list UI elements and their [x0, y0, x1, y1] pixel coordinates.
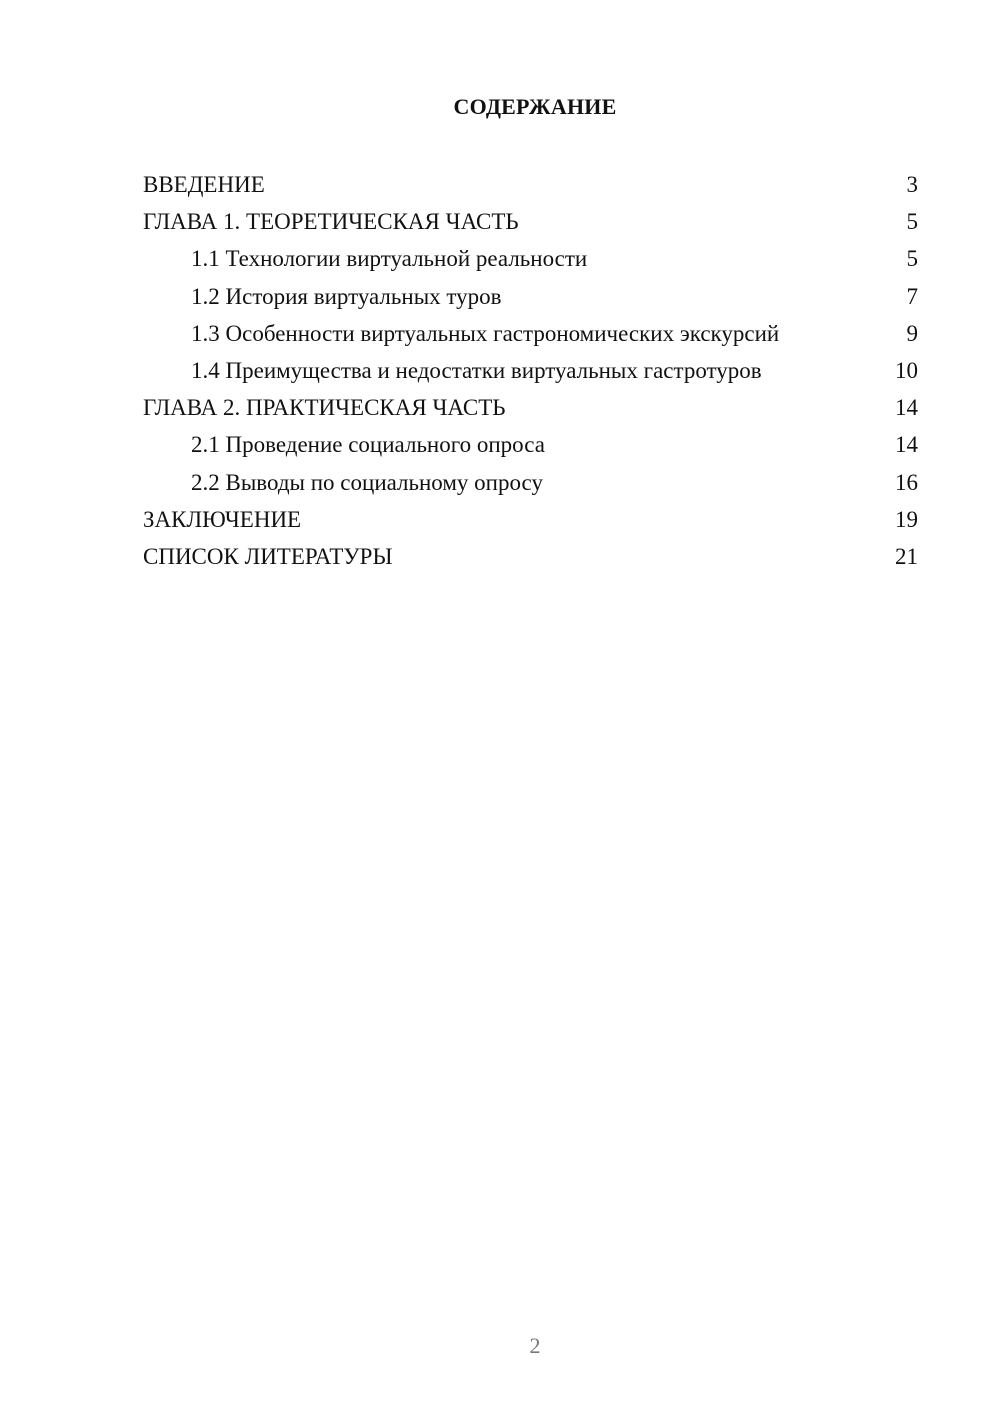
- toc-entry-page: 10: [895, 357, 918, 383]
- toc-entry-label: 2.1 Проведение социального опроса: [191, 432, 545, 458]
- toc-entry-label: СПИСОК ЛИТЕРАТУРЫ: [143, 543, 393, 569]
- page-number: 2: [529, 1333, 541, 1358]
- toc-entry-label: ВВЕДЕНИЕ: [143, 172, 265, 197]
- toc-entry-section-1-2[interactable]: [143, 280, 918, 317]
- toc-entry-label: ЗАКЛЮЧЕНИЕ: [143, 506, 302, 532]
- toc-entry-label: ГЛАВА 1. ТЕОРЕТИЧЕСКАЯ ЧАСТЬ: [143, 209, 519, 235]
- toc-entry-label: 1.2 История виртуальных туров: [191, 283, 502, 309]
- toc-entry-page: 14: [895, 432, 918, 458]
- toc-entry-page: 14: [895, 395, 918, 421]
- toc-entry-page: 7: [906, 283, 918, 309]
- toc-entry-page: 9: [906, 320, 918, 346]
- toc-entry-page: 5: [906, 246, 918, 272]
- toc-entry-chapter-1[interactable]: [143, 205, 918, 242]
- toc-entry-label: 2.2 Выводы по социальному опросу: [191, 469, 543, 495]
- toc-entry-page: 19: [895, 506, 918, 532]
- toc-entry-label: 1.3 Особенности виртуальных гастрономических экскурсий: [191, 320, 780, 346]
- toc-entry-label: 1.4 Преимущества и недостатки виртуальных гастротуров: [191, 357, 762, 383]
- toc-entry-label: ГЛАВА 2. ПРАКТИЧЕСКАЯ ЧАСТЬ: [143, 395, 506, 421]
- toc-entry-section-2-1[interactable]: [143, 428, 918, 465]
- toc-entry-section-1-3[interactable]: [143, 317, 918, 354]
- toc-entry-page: 16: [895, 469, 918, 495]
- toc-entry-references[interactable]: [143, 540, 918, 577]
- toc-entry-page: 21: [895, 543, 918, 569]
- toc-title: СОДЕРЖАНИЕ: [453, 94, 617, 119]
- toc-entry-chapter-2[interactable]: [143, 391, 918, 428]
- toc-entry-introduction[interactable]: [143, 168, 918, 205]
- toc-entry-section-1-1[interactable]: [143, 242, 918, 279]
- toc-entry-section-2-2[interactable]: [143, 466, 918, 503]
- toc-entry-page: 3: [906, 172, 918, 197]
- toc-entry-page: 5: [906, 209, 918, 235]
- table-of-contents: [143, 168, 918, 577]
- toc-entry-conclusion[interactable]: [143, 503, 918, 540]
- toc-entry-label: 1.1 Технологии виртуальной реальности: [191, 246, 588, 272]
- toc-entry-section-1-4[interactable]: [143, 354, 918, 391]
